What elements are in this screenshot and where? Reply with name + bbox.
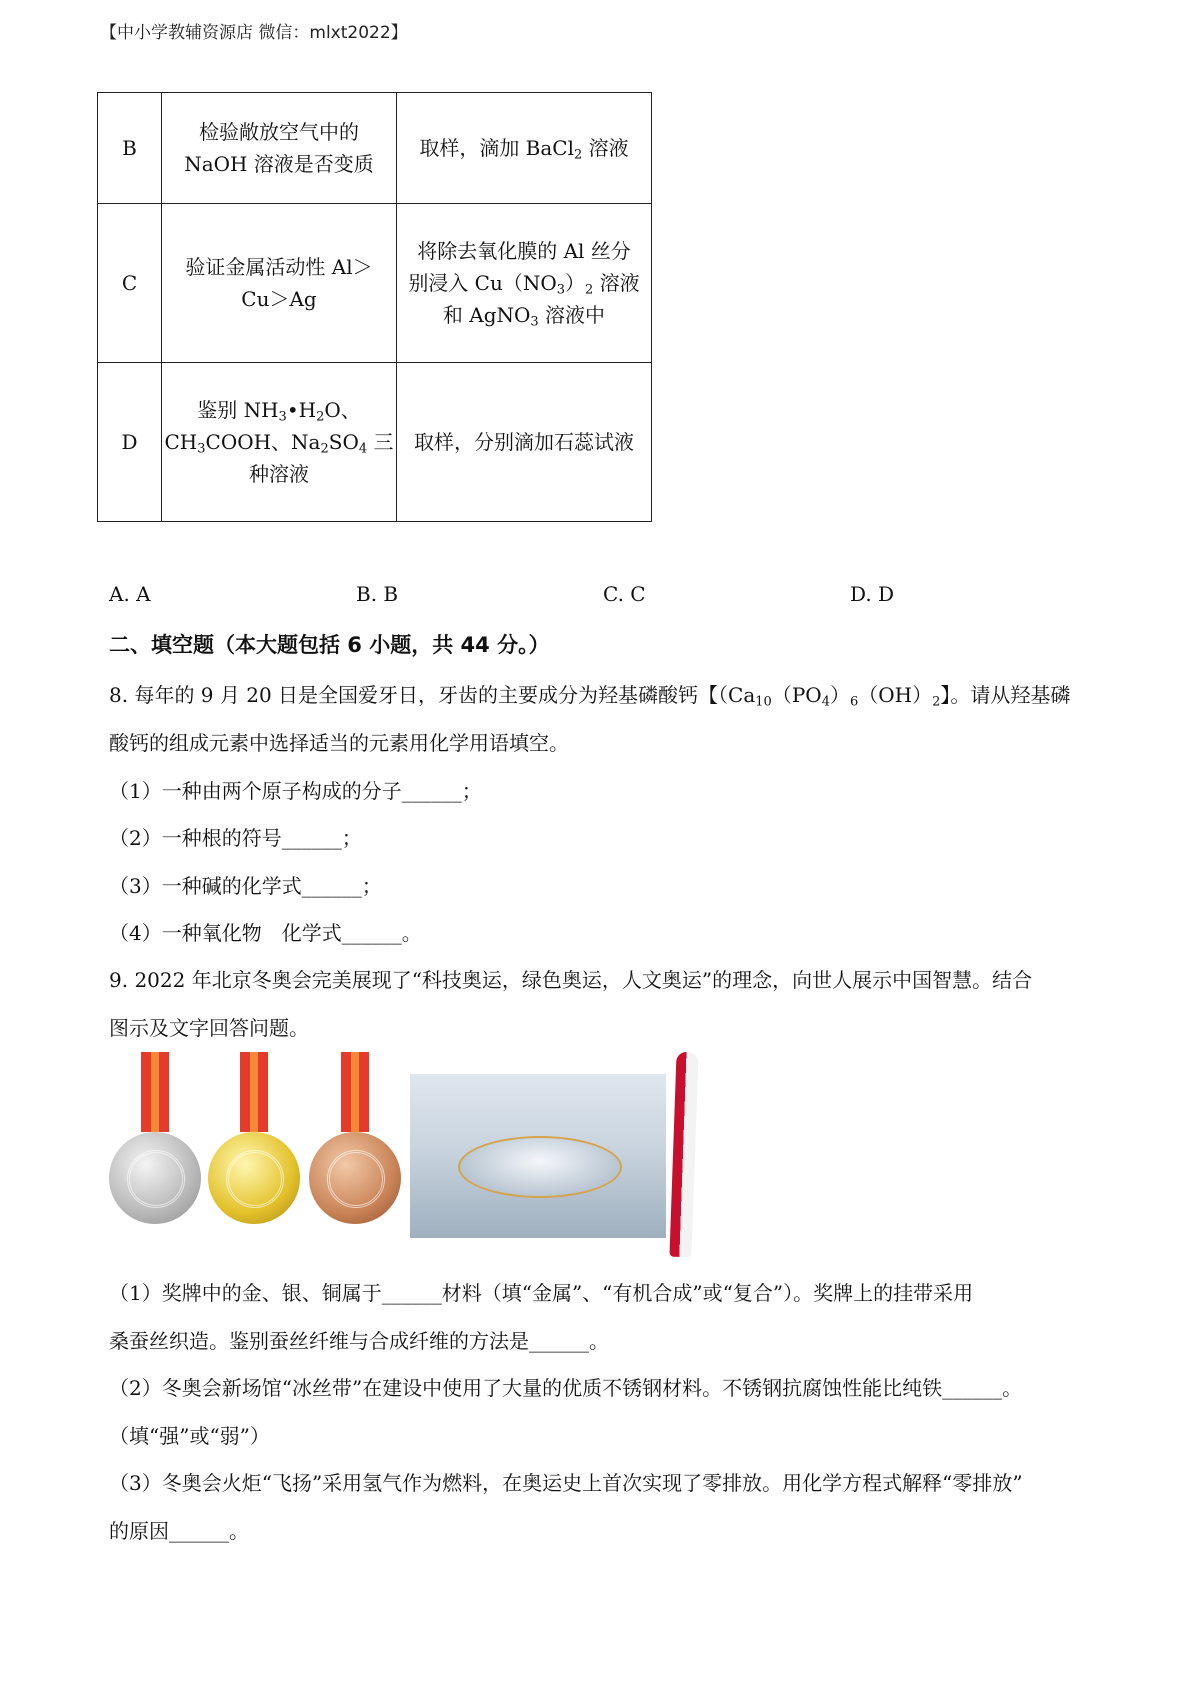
q8-sub3: （3）一种碱的化学式______；: [109, 874, 382, 898]
olympics-figure: [109, 1052, 709, 1262]
choice-d: D. D: [850, 582, 895, 606]
header-watermark: 【中小学教辅资源店 微信：mlxt2022】: [100, 23, 408, 43]
q9-sub2-line1: （2）冬奥会新场馆“冰丝带”在建设中使用了大量的优质不锈钢材料。不锈钢抗腐蚀性能比纯铁______。: [109, 1376, 1023, 1400]
q8-sub2: （2）一种根的符号______；: [109, 826, 362, 850]
gold-medal-icon: [208, 1132, 300, 1224]
experiment-method: 将除去氧化膜的 Al 丝分 别浸入 $Cu(NO_3)_2$ 溶液 和 AgNO$_3$ 溶液中: [397, 204, 652, 363]
section-title: 二、填空题（本大题包括 6 小题，共 44 分。）: [109, 633, 550, 657]
ice-ribbon-stadium-image: [410, 1074, 666, 1238]
choice-c: C. C: [603, 582, 646, 606]
option-label: C: [98, 204, 162, 363]
q9-stem-line2: 图示及文字回答问题。: [109, 1016, 309, 1040]
experiment-table: [97, 92, 652, 522]
option-label: D: [98, 363, 162, 522]
experiment-method: 取样，滴加 BaCl$_2$ 溶液: [397, 93, 652, 204]
q9-stem-line1: 9. 2022 年北京冬奥会完美展现了“科技奥运，绿色奥运，人文奥运”的理念，向世人展示中国智慧。结合: [109, 968, 1033, 992]
bronze-medal-icon: [309, 1132, 401, 1224]
medal-ribbon: [341, 1052, 369, 1132]
experiment-method: 取样，分别滴加石蕊试液: [397, 363, 652, 522]
table-row: [98, 93, 652, 204]
experiment-purpose: 鉴别 $NH_3•H_2O$、 $CH_3COOH$、$Na_2SO_4$ 三 种溶液: [162, 363, 397, 522]
choice-b: B. B: [356, 582, 399, 606]
experiment-purpose: 检验敞放空气中的 NaOH 溶液是否变质: [162, 93, 397, 204]
q8-stem-line1: 8. 每年的 9 月 20 日是全国爱牙日，牙齿的主要成分为羟基磷酸钙【（$Ca_{10}(PO_4)_6(OH)_2$】。请从羟基磷: [109, 683, 1071, 710]
table-row: [98, 204, 652, 363]
medal-ribbon: [141, 1052, 169, 1132]
q9-sub3-line2: 的原因______。: [109, 1519, 249, 1543]
q8-stem-line2: 酸钙的组成元素中选择适当的元素用化学用语填空。: [109, 731, 569, 755]
q9-sub1-line2: 桑蚕丝织造。鉴别蚕丝纤维与合成纤维的方法是______。: [109, 1329, 609, 1353]
q9-sub1-line1: （1）奖牌中的金、银、铜属于______材料（填“金属”、“有机合成”或“复合”）。奖牌上的挂带采用: [109, 1281, 974, 1305]
experiment-purpose: 验证金属活动性 Al＞ Cu＞Ag: [162, 204, 397, 363]
option-label: B: [98, 93, 162, 204]
q9-sub3-line1: （3）冬奥会火炬“飞扬”采用氢气作为燃料，在奥运史上首次实现了零排放。用化学方程式解释“零排放”: [109, 1471, 1023, 1495]
silver-medal-icon: [109, 1132, 201, 1224]
table-row: [98, 363, 652, 522]
choice-a: A. A: [109, 582, 151, 606]
olympic-torch-image: [669, 1052, 698, 1258]
medal-ribbon: [240, 1052, 268, 1132]
q9-sub2-line2: （填“强”或“弱”）: [109, 1424, 270, 1448]
q8-sub4: （4）一种氧化物 化学式______。: [109, 921, 422, 945]
q8-sub1: （1）一种由两个原子构成的分子______；: [109, 779, 482, 803]
